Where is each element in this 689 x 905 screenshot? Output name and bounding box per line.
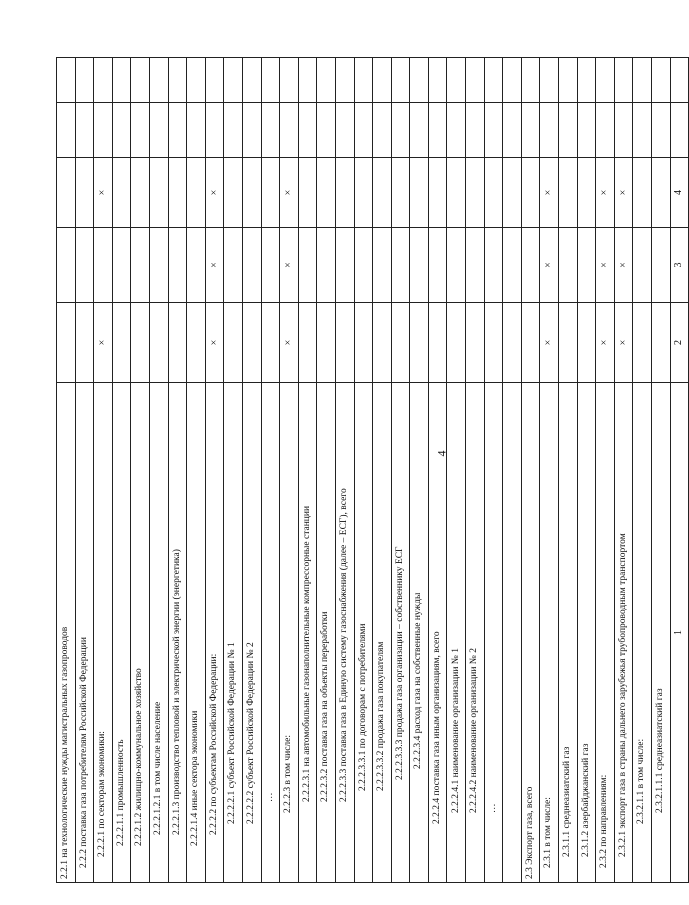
row-cell: [503, 58, 522, 103]
row-cell: [410, 228, 429, 303]
row-cell: [94, 58, 113, 103]
row-cell: [484, 58, 503, 103]
row-cell: [75, 58, 94, 103]
row-cell: [75, 303, 94, 383]
row-cell: [112, 58, 131, 103]
table-row: [614, 58, 633, 883]
row-label: 2.2.2.1.1 промышленность: [112, 383, 131, 883]
row-cell: [373, 103, 392, 158]
row-cell: [335, 158, 354, 228]
row-cell: [335, 103, 354, 158]
row-cell: [652, 158, 671, 228]
row-cell: [354, 158, 373, 228]
table-row: [168, 58, 187, 883]
row-cell: [354, 103, 373, 158]
row-label: 2.3.2.1.1.1 среднеазиатский газ: [652, 383, 671, 883]
row-cell: [131, 303, 150, 383]
row-cell: ×: [614, 303, 633, 383]
row-label: 2.2.2.2.1 субъект Российской Федерации № 1: [224, 383, 243, 883]
row-cell: [168, 303, 187, 383]
row-cell: [149, 103, 168, 158]
table-row: [391, 58, 410, 883]
table-row: [131, 58, 150, 883]
row-cell: [317, 158, 336, 228]
row-cell: [391, 58, 410, 103]
column-number: [670, 103, 689, 158]
row-cell: [224, 303, 243, 383]
row-label: 2.3.2.1 экспорт газа в страны дальнего зарубежья трубопроводным транспортом: [614, 383, 633, 883]
row-cell: [94, 228, 113, 303]
row-cell: [447, 103, 466, 158]
row-cell: [94, 103, 113, 158]
row-cell: [577, 303, 596, 383]
row-cell: [521, 103, 540, 158]
row-label: 2.2.2.1.2.1 в том числе население: [149, 383, 168, 883]
row-cell: [428, 303, 447, 383]
row-cell: [428, 58, 447, 103]
row-cell: [540, 103, 559, 158]
row-cell: [317, 103, 336, 158]
row-cell: ×: [205, 158, 224, 228]
table-row: [577, 58, 596, 883]
row-cell: [317, 303, 336, 383]
row-cell: [335, 303, 354, 383]
row-cell: [428, 103, 447, 158]
row-cell: [466, 303, 485, 383]
row-cell: [652, 228, 671, 303]
row-label: 2.2.2.1.3 производство тепловой и электрической энергии (энергетика): [168, 383, 187, 883]
row-cell: [168, 158, 187, 228]
row-cell: [205, 103, 224, 158]
row-label: 2.2.2.3.4 расход газа на собственные нужды: [410, 383, 429, 883]
row-label: [503, 383, 522, 883]
row-cell: [428, 158, 447, 228]
row-cell: [149, 158, 168, 228]
row-cell: ×: [280, 158, 299, 228]
row-label: 2.2.2.4 поставка газа иным организациям, всего: [428, 383, 447, 883]
row-cell: [261, 158, 280, 228]
row-cell: [484, 228, 503, 303]
row-cell: [335, 58, 354, 103]
row-cell: [317, 228, 336, 303]
row-cell: [466, 103, 485, 158]
table-row: [112, 58, 131, 883]
row-cell: [298, 303, 317, 383]
data-table: [56, 57, 689, 883]
row-cell: [391, 228, 410, 303]
table-row: [242, 58, 261, 883]
row-cell: [391, 303, 410, 383]
row-cell: [521, 58, 540, 103]
row-label: 2.3.1 в том числе:: [540, 383, 559, 883]
column-number: 4: [670, 158, 689, 228]
row-cell: ×: [540, 228, 559, 303]
row-cell: [75, 103, 94, 158]
row-cell: ×: [94, 303, 113, 383]
row-cell: [503, 303, 522, 383]
column-number: [670, 58, 689, 103]
row-cell: [559, 228, 578, 303]
row-cell: ×: [540, 303, 559, 383]
row-cell: [521, 158, 540, 228]
table-row: [428, 58, 447, 883]
row-cell: [224, 103, 243, 158]
row-cell: [596, 58, 615, 103]
column-number: 1: [670, 383, 689, 883]
row-cell: [335, 228, 354, 303]
row-label: 2.2.2.3.1 на автомобильные газонаполнительные компрессорные станции: [298, 383, 317, 883]
column-number: 2: [670, 303, 689, 383]
row-cell: [112, 228, 131, 303]
row-cell: [168, 228, 187, 303]
row-cell: [57, 228, 76, 303]
row-cell: [242, 228, 261, 303]
row-label: …: [484, 383, 503, 883]
row-cell: [466, 228, 485, 303]
row-cell: [261, 58, 280, 103]
row-cell: [614, 103, 633, 158]
table-row: [149, 58, 168, 883]
row-cell: [187, 103, 206, 158]
row-cell: [652, 58, 671, 103]
row-label: 2.2.2.3.3 поставка газа в Единую систему газоснабжения (далее – ЕСГ), всего: [335, 383, 354, 883]
row-cell: ×: [280, 303, 299, 383]
row-label: 2.2.2.1.2 жилищно-коммунальное хозяйство: [131, 383, 150, 883]
row-cell: [242, 158, 261, 228]
row-cell: [633, 103, 652, 158]
row-cell: [317, 58, 336, 103]
row-cell: [652, 303, 671, 383]
table-row: [205, 58, 224, 883]
row-cell: ×: [94, 158, 113, 228]
row-cell: [391, 158, 410, 228]
row-cell: [559, 58, 578, 103]
row-cell: [410, 303, 429, 383]
row-cell: [280, 58, 299, 103]
table-row: [373, 58, 392, 883]
table-row: [503, 58, 522, 883]
row-cell: [633, 303, 652, 383]
table-row: [540, 58, 559, 883]
row-cell: [559, 303, 578, 383]
row-cell: [57, 303, 76, 383]
row-cell: [280, 103, 299, 158]
row-cell: [187, 303, 206, 383]
table-row: [94, 58, 113, 883]
row-cell: [503, 228, 522, 303]
row-cell: [466, 158, 485, 228]
row-cell: [577, 58, 596, 103]
row-cell: [447, 228, 466, 303]
row-cell: [261, 103, 280, 158]
row-cell: [149, 303, 168, 383]
row-label: 2.2.2.1 по секторам экономики:: [94, 383, 113, 883]
row-cell: [521, 303, 540, 383]
row-cell: [75, 228, 94, 303]
row-cell: [298, 103, 317, 158]
table-row: [261, 58, 280, 883]
row-cell: [224, 228, 243, 303]
row-label: …: [261, 383, 280, 883]
row-label: 2.2.2.4.1 наименование организации № 1: [447, 383, 466, 883]
row-cell: [484, 303, 503, 383]
row-cell: [149, 228, 168, 303]
row-cell: [633, 58, 652, 103]
table-row: [447, 58, 466, 883]
table-body: [57, 58, 689, 883]
row-cell: [187, 58, 206, 103]
row-cell: [633, 158, 652, 228]
row-cell: ×: [280, 228, 299, 303]
row-label: 2.2.2.3.3.3 продажа газа организации – собственнику ЕСГ: [391, 383, 410, 883]
row-cell: [242, 58, 261, 103]
table-row: [354, 58, 373, 883]
row-cell: [559, 103, 578, 158]
table-row: [559, 58, 578, 883]
row-cell: [391, 103, 410, 158]
row-cell: [447, 58, 466, 103]
row-cell: ×: [205, 303, 224, 383]
row-cell: [447, 303, 466, 383]
row-cell: ×: [205, 228, 224, 303]
row-cell: [205, 58, 224, 103]
row-cell: [577, 103, 596, 158]
row-cell: [503, 158, 522, 228]
row-label: 2.3.2.1.1 в том числе:: [633, 383, 652, 883]
table-row: [298, 58, 317, 883]
row-cell: ×: [540, 158, 559, 228]
row-cell: [57, 103, 76, 158]
table-row: [280, 58, 299, 883]
row-label: 2.2.2.3.2 поставка газа на объекты переработки: [317, 383, 336, 883]
table-rotator: [56, 58, 685, 883]
rotated-table-sheet: [56, 0, 685, 890]
row-cell: [484, 158, 503, 228]
row-cell: [242, 103, 261, 158]
row-cell: [521, 228, 540, 303]
row-cell: [410, 103, 429, 158]
row-cell: [168, 103, 187, 158]
row-label: 2.3.1.1 среднеазиатский газ: [559, 383, 578, 883]
row-cell: [131, 158, 150, 228]
row-cell: ×: [596, 303, 615, 383]
row-cell: [131, 58, 150, 103]
row-cell: [224, 58, 243, 103]
row-cell: [187, 158, 206, 228]
row-label: 2.2.2.3.3.1 по договорам с потребителями: [354, 383, 373, 883]
row-label: 2.2.2.4.2 наименование организации № 2: [466, 383, 485, 883]
row-cell: ×: [614, 158, 633, 228]
row-cell: [131, 103, 150, 158]
row-cell: [298, 228, 317, 303]
row-cell: [298, 158, 317, 228]
row-label: 2.2.1 на технологические нужды магистральных газопроводов: [57, 383, 76, 883]
row-cell: [559, 158, 578, 228]
row-label: 2.2.2.3.3.2 продажа газа покупателям: [373, 383, 392, 883]
row-label: 2.2.2.1.4 иные сектора экономики: [187, 383, 206, 883]
table-row: [633, 58, 652, 883]
table-row: [187, 58, 206, 883]
table-row: [466, 58, 485, 883]
row-cell: [577, 158, 596, 228]
row-cell: [652, 103, 671, 158]
row-cell: [112, 303, 131, 383]
table-row: [75, 58, 94, 883]
row-cell: [373, 228, 392, 303]
row-label: 2.3.1.2 азербайджанский газ: [577, 383, 596, 883]
row-cell: [112, 103, 131, 158]
row-cell: [57, 158, 76, 228]
row-cell: [540, 58, 559, 103]
row-cell: [168, 58, 187, 103]
column-number: 3: [670, 228, 689, 303]
table-row: [317, 58, 336, 883]
row-cell: [577, 228, 596, 303]
row-cell: [112, 158, 131, 228]
row-label: 2.2.2.3 в том числе:: [280, 383, 299, 883]
row-cell: [503, 103, 522, 158]
row-cell: [354, 228, 373, 303]
row-cell: [428, 228, 447, 303]
table-row: [596, 58, 615, 883]
table-row: [484, 58, 503, 883]
row-cell: [75, 158, 94, 228]
row-cell: [57, 58, 76, 103]
row-cell: [354, 303, 373, 383]
row-cell: [261, 228, 280, 303]
row-label: 2.2.2 поставка газа потребителям Российской Федерации: [75, 383, 94, 883]
row-cell: [447, 158, 466, 228]
row-label: 2.3 Экспорт газа, всего: [521, 383, 540, 883]
table-row: [521, 58, 540, 883]
table-row: [57, 58, 76, 883]
row-label: 2.2.2.2.2 субъект Российской Федерации № 2: [242, 383, 261, 883]
row-cell: [373, 303, 392, 383]
row-cell: [466, 58, 485, 103]
row-cell: [187, 228, 206, 303]
row-label: 2.3.2 по направлениям:: [596, 383, 615, 883]
row-cell: [633, 228, 652, 303]
row-cell: [410, 58, 429, 103]
row-cell: [242, 303, 261, 383]
page-number: 4: [434, 450, 449, 457]
row-cell: [614, 58, 633, 103]
row-cell: [224, 158, 243, 228]
row-cell: [373, 58, 392, 103]
row-cell: [131, 228, 150, 303]
row-cell: ×: [596, 158, 615, 228]
row-cell: [484, 103, 503, 158]
row-cell: ×: [614, 228, 633, 303]
row-cell: ×: [596, 228, 615, 303]
row-cell: [354, 58, 373, 103]
row-cell: [149, 58, 168, 103]
table-row: [410, 58, 429, 883]
row-cell: [298, 58, 317, 103]
row-label: 2.2.2.2 по субъектам Российской Федерации:: [205, 383, 224, 883]
table-row: [335, 58, 354, 883]
table-row: [652, 58, 671, 883]
column-number-row: [670, 58, 689, 883]
row-cell: [261, 303, 280, 383]
table-row: [224, 58, 243, 883]
row-cell: [410, 158, 429, 228]
row-cell: [373, 158, 392, 228]
row-cell: [596, 103, 615, 158]
